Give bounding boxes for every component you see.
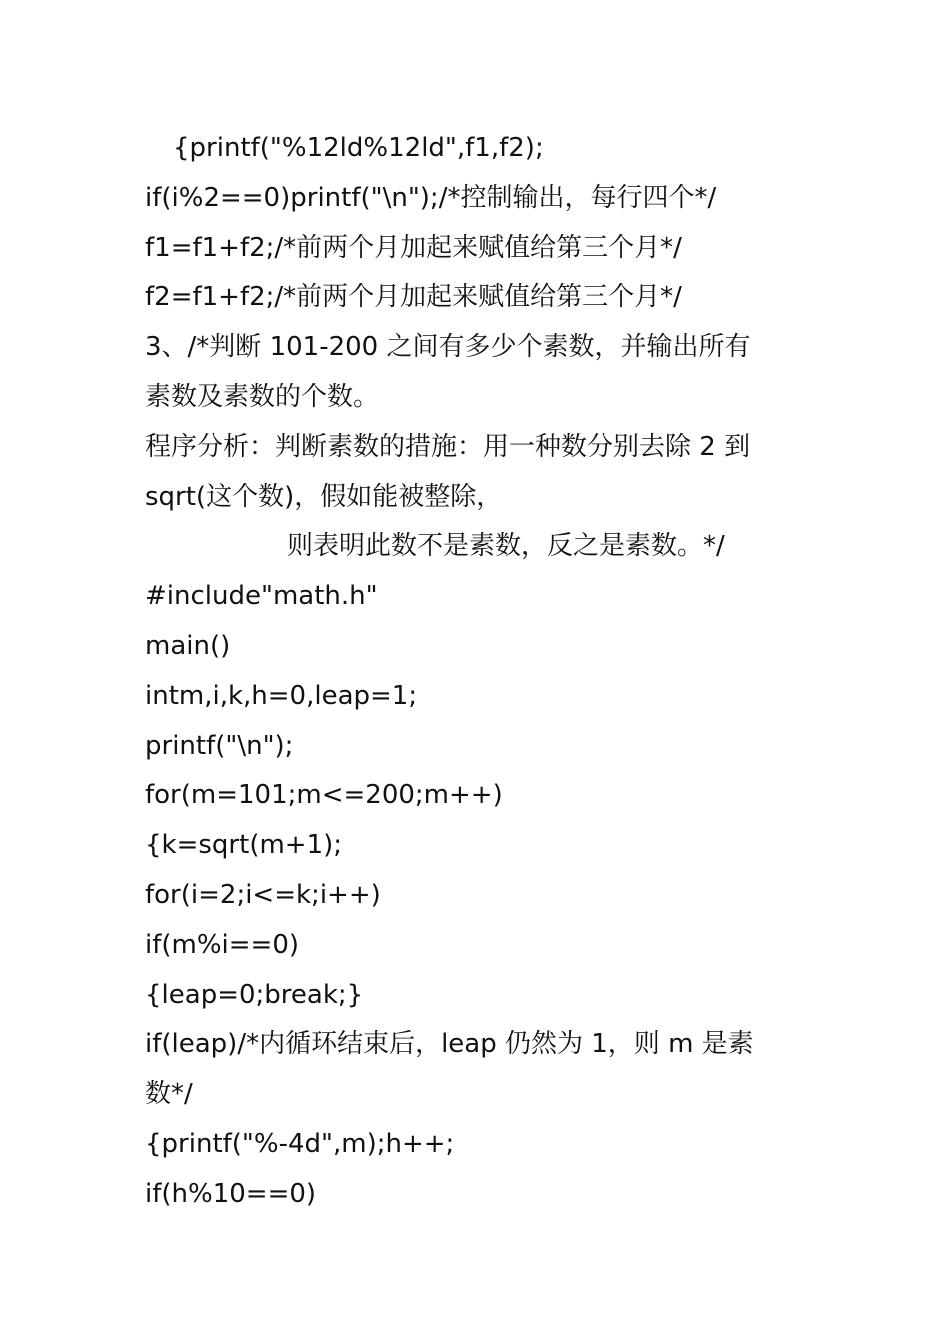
code-line-break: {leap=0;break;} — [145, 979, 364, 1010]
code-line-h-mod: if(h%10==0) — [145, 1178, 317, 1209]
code-line-if-leap-cont: 数*/ — [145, 1079, 193, 1110]
analysis-line-1: 程序分析：判断素数的措施：用一种数分别去除 2 到 — [145, 431, 751, 462]
code-line-include: #include"math.h" — [145, 581, 378, 612]
code-line-mod-check: if(m%i==0) — [145, 929, 300, 960]
problem-3-heading: 3、/*判断 101-200 之间有多少个素数，并输出所有 — [145, 332, 751, 363]
code-line-printf-fib: {printf("%12ld%12ld",f1,f2); — [173, 133, 544, 163]
code-line-outer-for: for(m=101;m<=200;m++) — [145, 780, 503, 811]
analysis-line-2: sqrt(这个数)，假如能被整除， — [145, 481, 503, 512]
code-line-main: main() — [145, 630, 231, 661]
code-line-inner-for: for(i=2;i<=k;i++) — [145, 879, 381, 910]
code-line-newline-control: if(i%2==0)printf("\n");/*控制输出，每行四个*/ — [145, 182, 717, 213]
code-line-printf-prime: {printf("%-4d",m);h++; — [145, 1128, 455, 1159]
code-line-printf-newline: printf("\n"); — [145, 730, 294, 761]
code-line-f2-assign: f2=f1+f2;/*前两个月加起来赋值给第三个月*/ — [145, 282, 682, 313]
problem-3-heading-cont: 素数及素数的个数。 — [145, 381, 380, 412]
code-line-f1-assign: f1=f1+f2;/*前两个月加起来赋值给第三个月*/ — [145, 232, 682, 263]
document-body — [145, 124, 825, 1220]
code-line-if-leap: if(leap)/*内循环结束后，leap 仍然为 1，则 m 是素 — [145, 1029, 754, 1060]
analysis-line-3: 则表明此数不是素数，反之是素数。*/ — [287, 531, 725, 562]
code-line-declarations: intm,i,k,h=0,leap=1; — [145, 680, 418, 711]
code-line-sqrt: {k=sqrt(m+1); — [145, 830, 343, 861]
